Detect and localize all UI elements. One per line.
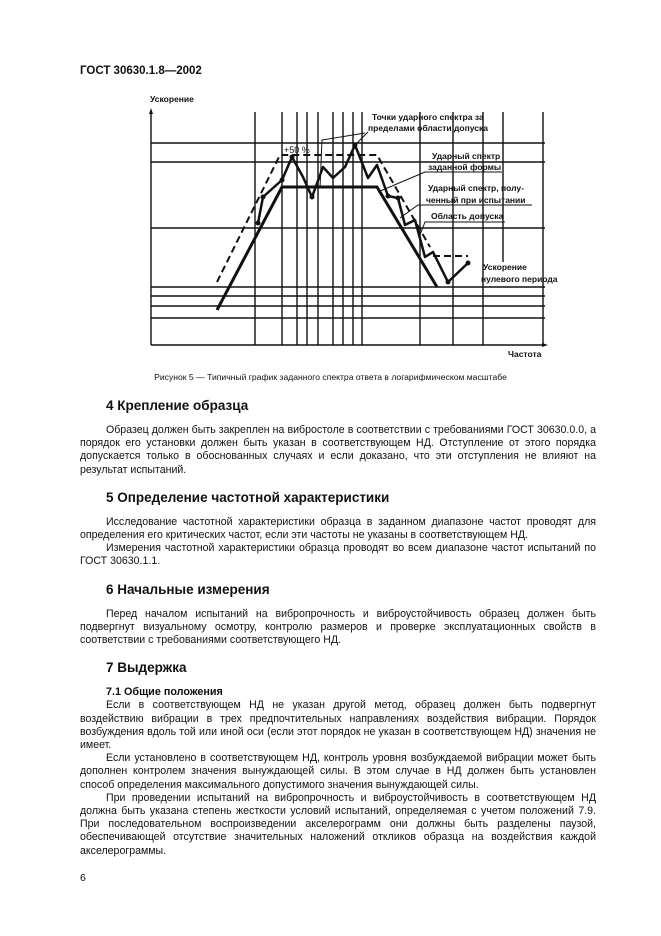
label-specified-2: заданной формы (428, 162, 502, 172)
section-5 (80, 490, 596, 569)
label-zpa-1: Ускорение (483, 262, 527, 272)
label-specified-1: Ударный спектр (432, 151, 501, 161)
page-number: 6 (80, 871, 86, 884)
section-heading: 6 Начальные измерения (106, 581, 270, 597)
label-points-outside-1: Точки ударного спектра за (372, 112, 484, 122)
label-measured-2: ченный при испытании (426, 195, 526, 205)
x-axis-label: Частота (508, 349, 542, 359)
response-spectrum-figure (0, 0, 661, 370)
paragraph: Образец должен быть закреплен на вибростоле в соответствии с требованиями ГОСТ 30630.0.0, а порядок его установки должен быть указан в соответствующем НД. Отступление от этого порядка допускается только в обоснованных случаях и если доказано, что эти отступления не влияют на результат испытаний. (80, 424, 596, 476)
label-zpa-2: нулевого периода (481, 274, 558, 284)
grid (151, 112, 545, 345)
figure-caption: Рисунок 5 — Типичный график заданного спектра ответа в логарифмическом масштабе (154, 372, 507, 382)
plus50-label: +50 % (284, 145, 310, 155)
paragraph: Измерения частотной характеристики образца проводят во всем диапазоне частот испытаний по ГОСТ 30630.1.1. (80, 542, 596, 568)
specified-spectrum-line (217, 187, 437, 310)
label-measured-1: Ударный спектр, полу- (428, 183, 524, 193)
section-7 (80, 660, 596, 858)
section-heading: 7 Выдержка (106, 660, 187, 676)
y-axis-label: Ускорение (150, 94, 194, 104)
section-4 (80, 398, 596, 477)
paragraph: Перед началом испытаний на вибропрочность и виброустойчивость образец должен быть подвергнут визуальному осмотру, контролю размеров и проверке эксплуатационных свойств в соответствии с требованиями соответствующего НД. (80, 607, 596, 647)
section-6 (80, 582, 596, 648)
section-heading: 4 Крепление образца (106, 398, 249, 413)
tolerance-upper-line (217, 155, 430, 282)
paragraph: При проведении испытаний на вибропрочность и виброустойчивость в соответствующем НД должна быть указана степень жесткости условий испытаний, определяемая с учетом положений 7.9. При последовательном воспроизведении акселерограмм они должны быть разделены паузой, обеспечивающей отсутствие значительных наложений откликов образца на воздействия каждой акселерограммы. (80, 791, 596, 857)
document-body (80, 398, 596, 885)
paragraph: Исследование частотной характеристики образца в заданном диапазоне частот проводят для определения его критических частот, если эти частоты не указаны в соответствующем НД. (80, 515, 596, 542)
section-heading: 5 Определение частотной характеристики (106, 489, 390, 505)
subsection-heading: 7.1 Общие положения (106, 686, 223, 699)
document-header: ГОСТ 30630.1.8—2002 (80, 65, 202, 77)
paragraph: Если в соответствующем НД не указан другой метод, образец должен быть подвергнут воздействию вибрации в трех предпочтительных направлениях воздействия вибрации. Порядок возбуждения вдоль той или иной оси (если этот порядок не указан в соответствующем НД) значения не имеет. (80, 699, 596, 752)
paragraph: Если установлено в соответствующем НД, контроль уровня возбуждаемой вибрации может быть дополнен контролем значения вынуждающей силы. В этом случае в НД должен быть установлен способ определения максимального допустимого значения вынуждающей силы. (80, 752, 596, 791)
label-points-outside-2: пределами области допуска (368, 123, 488, 133)
label-tolerance: Область допуска (431, 211, 504, 221)
